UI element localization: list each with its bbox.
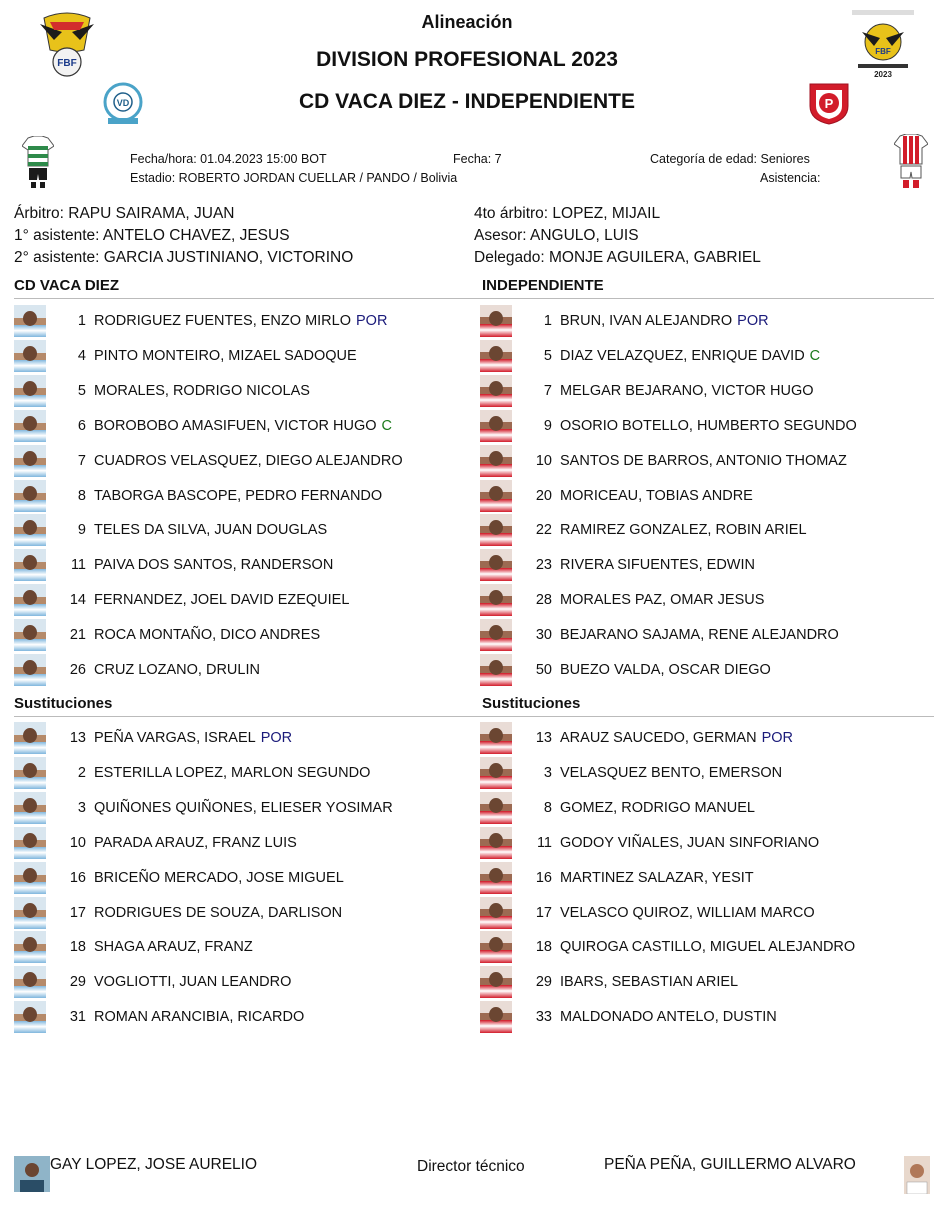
home-player-row <box>14 862 344 894</box>
player-name: PAIVA DOS SANTOS, RANDERSON <box>94 557 334 573</box>
fbf-left-logo-text: FBF <box>57 58 77 69</box>
player-portrait-icon <box>14 549 46 581</box>
player-portrait-icon <box>480 375 512 407</box>
away-subs-heading: Sustituciones <box>482 695 581 712</box>
player-portrait-icon <box>14 654 46 686</box>
player-number: 30 <box>535 627 552 643</box>
player-portrait-icon <box>480 340 512 372</box>
home-subs-heading: Sustituciones <box>14 695 113 712</box>
player-number: 17 <box>535 905 552 921</box>
referee-advisor: Asesor: ANGULO, LUIS <box>474 227 639 244</box>
goalkeeper-tag: POR <box>356 313 388 329</box>
team-heading-divider <box>14 298 934 299</box>
player-portrait-icon <box>480 305 512 337</box>
away-player-row <box>480 931 855 963</box>
player-portrait-icon <box>480 757 512 789</box>
player-portrait-icon <box>14 445 46 477</box>
document-title: Alineación <box>421 12 513 32</box>
player-name: BEJARANO SAJAMA, RENE ALEJANDRO <box>560 627 839 643</box>
player-number: 17 <box>69 905 86 921</box>
away-player-row <box>480 862 754 894</box>
player-number: 2 <box>77 765 86 781</box>
player-name: CRUZ LOZANO, DRULIN <box>94 662 260 678</box>
player-number: 16 <box>69 870 86 886</box>
home-player-row <box>14 619 320 651</box>
away-player-row <box>480 827 819 859</box>
player-number: 29 <box>69 974 86 990</box>
player-number: 6 <box>77 418 86 434</box>
player-name: IBARS, SEBASTIAN ARIEL <box>560 974 739 990</box>
player-name: TELES DA SILVA, JUAN DOUGLAS <box>94 522 328 538</box>
away-player-row <box>480 792 755 824</box>
home-player-row <box>14 340 357 372</box>
player-portrait-icon <box>14 375 46 407</box>
player-portrait-icon <box>480 966 512 998</box>
player-name: PINTO MONTEIRO, MIZAEL SADOQUE <box>94 348 357 364</box>
player-number: 29 <box>535 974 552 990</box>
goalkeeper-tag: POR <box>761 730 794 746</box>
player-number: 8 <box>543 800 552 816</box>
away-coach-name: PEÑA PEÑA, GUILLERMO ALVARO <box>604 1156 856 1173</box>
player-portrait-icon <box>480 549 512 581</box>
home-player-row <box>14 722 292 754</box>
player-number: 11 <box>536 835 552 851</box>
player-name: QUIROGA CASTILLO, MIGUEL ALEJANDRO <box>560 939 856 955</box>
away-player-row <box>480 897 815 929</box>
captain-tag: C <box>381 418 393 434</box>
player-portrait-icon <box>14 1001 46 1033</box>
away-coach-photo <box>904 1156 930 1194</box>
away-player-row <box>480 514 807 546</box>
player-portrait-icon <box>480 897 512 929</box>
player-name: ROCA MONTAÑO, DICO ANDRES <box>94 627 321 643</box>
player-number: 18 <box>535 939 552 955</box>
home-player-row <box>14 931 253 963</box>
fbf-right-logo-year: 2023 <box>874 70 892 79</box>
player-number: 9 <box>543 418 552 434</box>
player-name: MELGAR BEJARANO, VICTOR HUGO <box>560 383 814 399</box>
player-name: ESTERILLA LOPEZ, MARLON SEGUNDO <box>94 765 371 781</box>
player-number: 28 <box>535 592 552 608</box>
player-portrait-icon <box>480 654 512 686</box>
player-number: 50 <box>535 662 552 678</box>
player-name: BRICEÑO MERCADO, JOSE MIGUEL <box>94 870 344 886</box>
player-number: 26 <box>69 662 86 678</box>
striped-shirt-icon <box>22 136 54 188</box>
player-name: VELASQUEZ BENTO, EMERSON <box>560 765 783 781</box>
player-name: PEÑA VARGAS, ISRAEL <box>94 730 256 746</box>
age-category: Categoría de edad: Seniores <box>650 152 810 166</box>
player-number: 9 <box>77 522 86 538</box>
home-player-row <box>14 480 382 512</box>
player-portrait-icon <box>480 619 512 651</box>
player-name: VOGLIOTTI, JUAN LEANDRO <box>94 974 292 990</box>
player-portrait-icon <box>480 1001 512 1033</box>
home-player-row <box>14 654 260 686</box>
player-portrait-icon <box>480 792 512 824</box>
player-number: 5 <box>77 383 86 399</box>
home-player-row <box>14 1001 304 1033</box>
player-portrait-icon <box>480 722 512 754</box>
player-name: QUIÑONES QUIÑONES, ELIESER YOSIMAR <box>94 800 393 816</box>
player-number: 23 <box>535 557 552 573</box>
player-name: MALDONADO ANTELO, DUSTIN <box>560 1009 777 1025</box>
player-portrait-icon <box>14 966 46 998</box>
player-name: MORICEAU, TOBIAS ANDRE <box>560 488 753 504</box>
player-name: ARAUZ SAUCEDO, GERMAN <box>560 730 757 746</box>
player-name: RAMIREZ GONZALEZ, ROBIN ARIEL <box>560 522 807 538</box>
away-player-row <box>480 375 814 407</box>
player-number: 13 <box>535 730 552 746</box>
player-name: PARADA ARAUZ, FRANZ LUIS <box>94 835 297 851</box>
fourth-official: 4to árbitro: LOPEZ, MIJAIL <box>474 205 661 222</box>
player-portrait-icon <box>480 862 512 894</box>
subs-heading-divider <box>14 716 934 717</box>
player-number: 20 <box>535 488 552 504</box>
home-player-row <box>14 757 370 789</box>
player-name: BOROBOBO AMASIFUEN, VICTOR HUGO <box>94 418 377 434</box>
away-player-row <box>480 340 820 372</box>
player-number: 16 <box>535 870 552 886</box>
player-portrait-icon <box>480 445 512 477</box>
player-name: GODOY VIÑALES, JUAN SINFORIANO <box>560 835 820 851</box>
player-portrait-icon <box>14 827 46 859</box>
player-portrait-icon <box>480 584 512 616</box>
player-name: OSORIO BOTELLO, HUMBERTO SEGUNDO <box>560 418 857 434</box>
away-player-row <box>480 757 782 789</box>
player-name: TABORGA BASCOPE, PEDRO FERNANDO <box>94 488 383 504</box>
player-number: 18 <box>69 939 86 955</box>
player-portrait-icon <box>14 862 46 894</box>
player-number: 22 <box>535 522 552 538</box>
away-player-row <box>480 619 839 651</box>
player-portrait-icon <box>480 514 512 546</box>
home-player-row <box>14 549 333 581</box>
player-portrait-icon <box>480 931 512 963</box>
away-player-row <box>480 1001 777 1033</box>
match-delegate: Delegado: MONJE AGUILERA, GABRIEL <box>474 249 761 266</box>
home-coach-photo <box>14 1156 50 1192</box>
player-portrait-icon <box>14 792 46 824</box>
player-portrait-icon <box>14 1156 50 1192</box>
independiente-badge-text: P <box>824 96 834 111</box>
home-player-row <box>14 792 393 824</box>
home-player-row <box>14 375 310 407</box>
player-number: 10 <box>535 453 552 469</box>
player-portrait-icon <box>480 410 512 442</box>
player-portrait-icon <box>14 480 46 512</box>
player-number: 4 <box>77 348 86 364</box>
home-team-heading: CD VACA DIEZ <box>14 277 119 294</box>
player-portrait-icon <box>14 340 46 372</box>
assistant-referee-2: 2° asistente: GARCIA JUSTINIANO, VICTORINO <box>14 249 354 266</box>
captain-tag: C <box>809 348 821 364</box>
away-player-row <box>480 305 769 337</box>
home-coach-name: GAY LOPEZ, JOSE AURELIO <box>50 1156 258 1173</box>
away-player-row <box>480 966 738 998</box>
player-number: 33 <box>535 1009 552 1025</box>
away-player-row <box>480 480 753 512</box>
player-number: 7 <box>77 453 86 469</box>
player-portrait-icon <box>14 931 46 963</box>
player-number: 10 <box>69 835 86 851</box>
away-player-row <box>480 445 847 477</box>
away-player-row <box>480 549 755 581</box>
home-player-row <box>14 305 387 337</box>
player-portrait-icon <box>904 1156 930 1194</box>
player-number: 8 <box>77 488 86 504</box>
player-portrait-icon <box>14 514 46 546</box>
player-portrait-icon <box>14 897 46 929</box>
away-team-heading: INDEPENDIENTE <box>482 277 604 294</box>
vaca-diez-badge-text: VD <box>116 98 130 108</box>
away-player-row <box>480 654 771 686</box>
player-name: FERNANDEZ, JOEL DAVID EZEQUIEL <box>94 592 350 608</box>
player-portrait-icon <box>480 827 512 859</box>
player-number: 5 <box>543 348 552 364</box>
match-title: CD VACA DIEZ - INDEPENDIENTE <box>298 90 636 113</box>
competition-title: DIVISION PROFESIONAL 2023 <box>316 48 618 71</box>
attendance: Asistencia: <box>760 171 821 185</box>
player-number: 1 <box>77 313 86 329</box>
player-name: RIVERA SIFUENTES, EDWIN <box>560 557 755 573</box>
player-number: 3 <box>543 765 552 781</box>
home-player-row <box>14 584 349 616</box>
home-player-row <box>14 445 403 477</box>
player-portrait-icon <box>14 757 46 789</box>
player-number: 1 <box>543 313 552 329</box>
player-portrait-icon <box>480 480 512 512</box>
player-name: MORALES, RODRIGO NICOLAS <box>94 383 310 399</box>
goalkeeper-tag: POR <box>737 313 769 329</box>
player-number: 7 <box>543 383 552 399</box>
away-player-row <box>480 584 764 616</box>
away-player-row <box>480 410 857 442</box>
player-number: 11 <box>70 557 86 573</box>
player-name: MORALES PAZ, OMAR JESUS <box>560 592 765 608</box>
red-striped-shirt-icon <box>894 134 928 188</box>
player-number: 31 <box>69 1009 86 1025</box>
player-number: 3 <box>77 800 86 816</box>
player-portrait-icon <box>14 619 46 651</box>
player-name: BUEZO VALDA, OSCAR DIEGO <box>560 662 771 678</box>
coach-label: Director técnico <box>417 1158 525 1175</box>
player-name: DIAZ VELAZQUEZ, ENRIQUE DAVID <box>560 348 805 364</box>
player-number: 21 <box>69 627 86 643</box>
player-portrait-icon <box>14 584 46 616</box>
player-name: RODRIGUES DE SOUZA, DARLISON <box>94 905 343 921</box>
home-player-row <box>14 827 297 859</box>
home-player-row <box>14 514 327 546</box>
stadium-info: Estadio: ROBERTO JORDAN CUELLAR / PANDO / Bolivia <box>130 171 458 185</box>
goalkeeper-tag: POR <box>260 730 293 746</box>
away-player-row <box>480 722 793 754</box>
assistant-referee-1: 1° asistente: ANTELO CHAVEZ, JESUS <box>14 227 290 244</box>
home-player-row <box>14 966 291 998</box>
player-name: VELASCO QUIROZ, WILLIAM MARCO <box>560 905 815 921</box>
match-datetime: Fecha/hora: 01.04.2023 15:00 BOT <box>130 152 327 166</box>
player-name: BRUN, IVAN ALEJANDRO <box>560 313 733 329</box>
match-round: Fecha: 7 <box>453 152 502 166</box>
fbf-right-logo-text: FBF <box>875 47 891 56</box>
player-name: ROMAN ARANCIBIA, RICARDO <box>94 1009 305 1025</box>
player-name: GOMEZ, RODRIGO MANUEL <box>560 800 755 816</box>
home-player-row <box>14 897 342 929</box>
player-portrait-icon <box>14 410 46 442</box>
player-portrait-icon <box>14 722 46 754</box>
player-name: RODRIGUEZ FUENTES, ENZO MIRLO <box>94 313 351 329</box>
player-portrait-icon <box>14 305 46 337</box>
player-number: 14 <box>69 592 86 608</box>
player-name: SHAGA ARAUZ, FRANZ <box>94 939 253 955</box>
home-player-row <box>14 410 392 442</box>
referee: Árbitro: RAPU SAIRAMA, JUAN <box>14 205 235 222</box>
player-name: SANTOS DE BARROS, ANTONIO THOMAZ <box>560 453 847 469</box>
player-number: 13 <box>69 730 86 746</box>
player-name: MARTINEZ SALAZAR, YESIT <box>560 870 754 886</box>
player-name: CUADROS VELASQUEZ, DIEGO ALEJANDRO <box>94 453 403 469</box>
